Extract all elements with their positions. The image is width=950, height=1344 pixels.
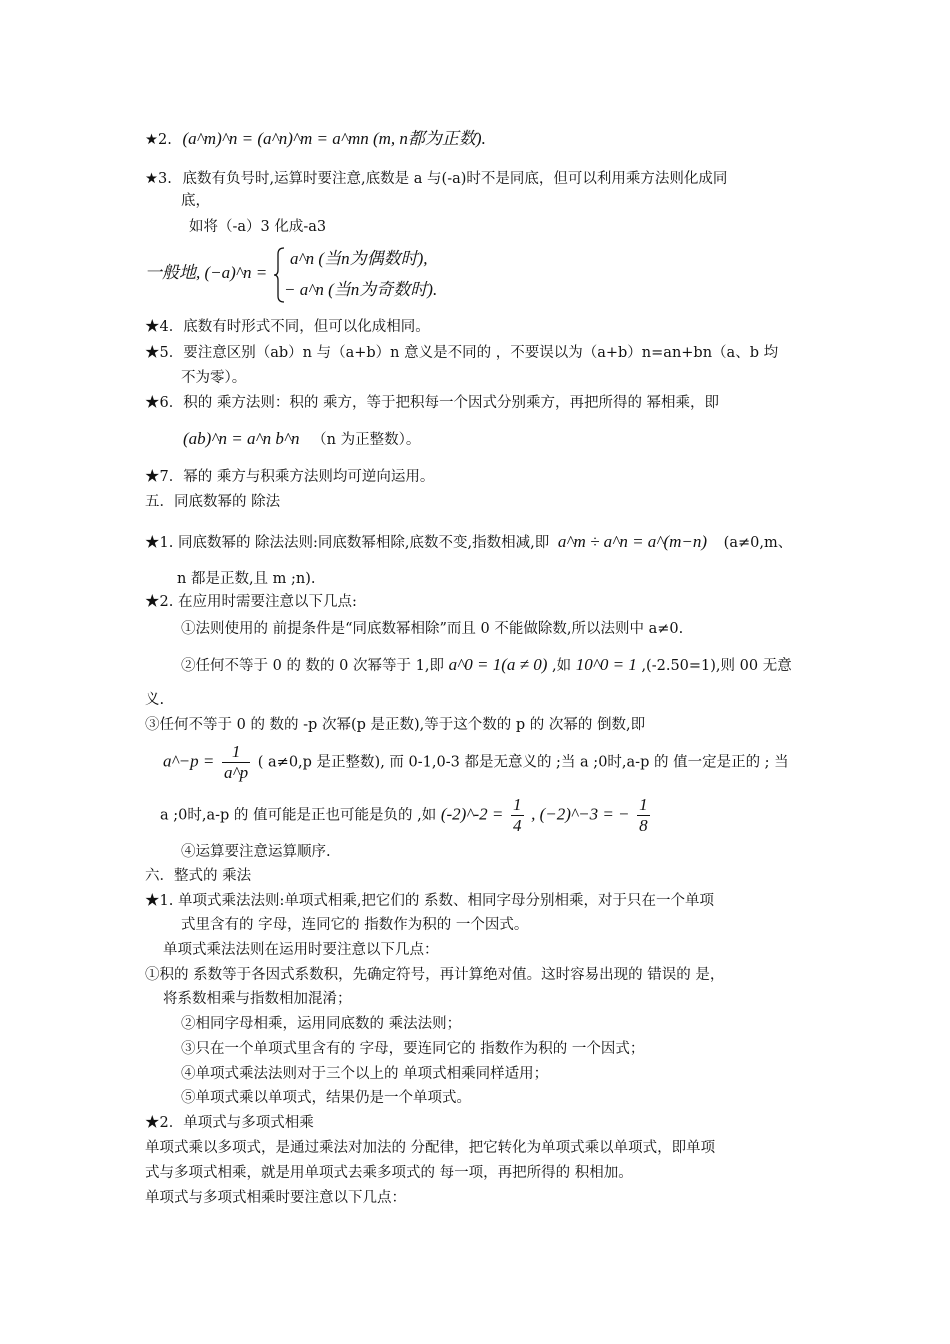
rule-line: n 都是正数,且 m ;n). bbox=[177, 571, 316, 587]
note-line: ②相同字母相乘，运用同底数的 乘法法则； bbox=[181, 1016, 462, 1032]
paragraph-text: 单项式与多项式相乘时要注意以下几点： bbox=[145, 1190, 406, 1206]
note-line: ③任何不等于 0 的 数的 -p 次幂(p 是正数),等于这个数的 p 的 次幂的 倒数,即 bbox=[145, 717, 646, 733]
example-text: 如将（-a）3 化成-a3 bbox=[189, 219, 327, 235]
negative-exponent-line: a^−p = $\frac{1}{a\^{}p}$ ( a≠0,p 是正整数), 而 0-1,0-3 都是无意义的 ;当 a ;0时,a-p 的 值一定是正的 ; 当 bbox=[163, 742, 789, 782]
rule-line: ★4．底数有时形式不同，但可以化成相同。 bbox=[145, 319, 430, 335]
formula-ten-zero: 10^0 = 1 bbox=[575, 655, 637, 674]
paragraph-text: 义. bbox=[145, 692, 165, 708]
zero-exponent-line: ②任何不等于 0 的 数的 0 次幂等于 1,即 a^0 = 1(a ≠ 0) ,如 10^0 = 1 ,(-2.50=1),则 00 无意 bbox=[181, 655, 792, 674]
paragraph-text: 底， bbox=[181, 193, 210, 209]
rule-line: ★7．幂的 乘方与积乘方法则均可逆向运用。 bbox=[145, 469, 435, 485]
rule-line: 不为零）。 bbox=[181, 370, 247, 386]
piecewise-case-even: a^n (当n为偶数时), bbox=[290, 249, 428, 268]
formula-product-power: (ab)^n = a^n b^n bbox=[183, 429, 300, 448]
piecewise-lead: 一般地, (−a)^n = bbox=[145, 263, 268, 282]
note-line: ⑤单项式乘以单项式，结果仍是一个单项式。 bbox=[181, 1090, 471, 1106]
fraction: $\frac{1}{8}$ bbox=[639, 795, 648, 835]
star-bullet: ★2. bbox=[145, 132, 172, 148]
rule-line-negative-base bbox=[145, 170, 727, 188]
example-line: a ;0时,a-p 的 值可能是正也可能是负的 ,如 (-2)^-2 = $\frac{1}{4}$ , (−2)^−3 = − $\frac{1}{8}$ bbox=[160, 795, 648, 835]
note-line: ①积的 系数等于各因式系数积，先确定符号，再计算绝对值。这时容易出现的 错误的 是， bbox=[145, 967, 725, 983]
note-line: ④运算要注意运算顺序. bbox=[181, 844, 331, 860]
formula-example-1: (-2)^-2 = bbox=[440, 804, 504, 824]
section-heading: 五．同底数幂的 除法 bbox=[145, 494, 281, 510]
star-bullet: ★3. bbox=[145, 171, 172, 187]
formula-zero-exponent: a^0 = 1(a ≠ 0) bbox=[448, 655, 548, 674]
product-power-formula-line: (ab)^n = a^n b^n （n 为正整数）。 bbox=[183, 429, 421, 448]
rule-line: 式里含有的 字母，连同它的 指数作为积的 一个因式。 bbox=[181, 917, 529, 933]
division-rule-line: ★1. 同底数幂的 除法法则:同底数幂相除,底数不变,指数相减,即 a^m ÷ a^n = a^(m−n) (a≠0,m、 bbox=[145, 532, 793, 551]
formula-division: a^m ÷ a^n = a^(m−n) bbox=[557, 532, 708, 551]
rule-line: ★2. 在应用时需要注意以下几点: bbox=[145, 594, 357, 610]
rule-line: ★1. 单项式乘法法则:单项式相乘,把它们的 系数、相同字母分别相乘，对于只在一个单项 bbox=[145, 893, 715, 909]
paragraph-text: 底数有负号时,运算时要注意,底数是 a 与(-a)时不是同底，但可以利用乘方法则化成同 bbox=[182, 171, 728, 187]
paragraph-text: 式与多项式相乘，就是用单项式去乘多项式的 每一项，再把所得的 积相加。 bbox=[145, 1165, 633, 1181]
note-line: ①法则使用的 前提条件是“同底数幂相除”而且 0 不能做除数,所以法则中 a≠0. bbox=[181, 621, 684, 637]
fraction: $\frac{1}{4}$ bbox=[513, 795, 522, 835]
section-heading: 六．整式的 乘法 bbox=[145, 868, 252, 884]
note-line: ④单项式乘法法则对于三个以上的 单项式相乘同样适用； bbox=[181, 1066, 549, 1082]
paragraph-text: 单项式乘法法则在运用时要注意以下几点： bbox=[163, 942, 439, 958]
paragraph-text: 单项式乘以多项式，是通过乘法对加法的 分配律，把它转化为单项式乘以单项式，即单项 bbox=[145, 1140, 716, 1156]
rule-line: ★6．积的 乘方法则：积的 乘方，等于把积每一个因式分别乘方，再把所得的 幂相乘，即 bbox=[145, 395, 720, 411]
rule-line: ★5．要注意区别（ab）n 与（a+b）n 意义是不同的 ，不要误以为（a+b）n=an+bn（a、b 均 bbox=[145, 345, 779, 361]
fraction: $\frac{1}{a\^{}p}$ bbox=[223, 742, 249, 782]
formula-power-of-power: (a^m)^n = (a^n)^m = a^mn (m, n都为正数). bbox=[182, 129, 486, 148]
formula-negative-exponent: a^−p = bbox=[163, 751, 215, 771]
formula-example-2: , (−2)^−3 = − bbox=[531, 804, 630, 824]
rule-line: ★2．单项式与多项式相乘 bbox=[145, 1115, 314, 1131]
piecewise-case-odd: − a^n (当n为奇数时). bbox=[284, 280, 438, 299]
note-line: ③只在一个单项式里含有的 字母，要连同它的 指数作为积的 一个因式； bbox=[181, 1041, 645, 1057]
rule-line-power-of-power bbox=[145, 130, 486, 149]
note-line: 将系数相乘与指数相加混淆； bbox=[163, 991, 352, 1007]
